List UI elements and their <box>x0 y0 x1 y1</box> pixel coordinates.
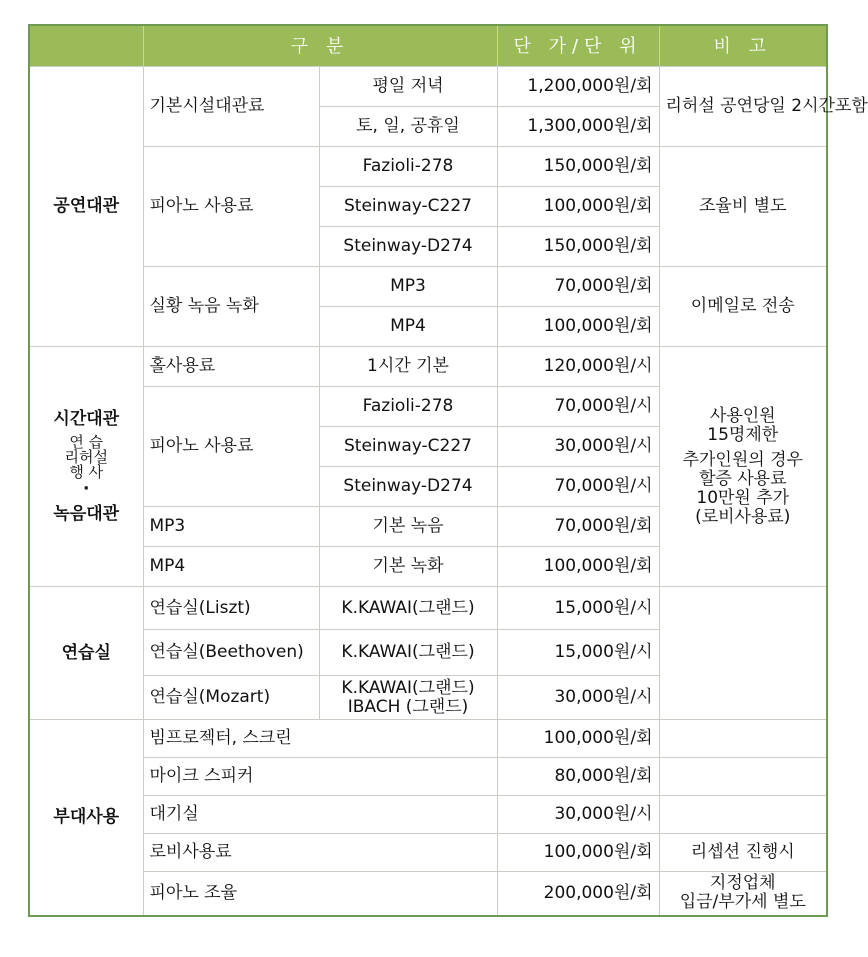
row-item: Steinway-D274 <box>319 467 497 507</box>
row-price: 120,000원/시 <box>497 347 659 387</box>
row-price: 1,300,000원/회 <box>497 107 659 147</box>
row-label: 실황 녹음 녹화 <box>143 267 319 347</box>
row-remark <box>659 758 827 796</box>
row-item: 토, 일, 공휴일 <box>319 107 497 147</box>
section-sub-line: 리허설 <box>64 447 108 466</box>
row-item-line: K.KAWAI(그랜드) <box>341 677 475 698</box>
table-row <box>29 872 827 916</box>
remark-line: 할증 사용료 <box>698 468 787 489</box>
row-item: Fazioli-278 <box>319 147 497 187</box>
row-label: 연습실(Beethoven) <box>143 630 319 676</box>
remark-line: 추가인원의 경우 <box>682 449 803 470</box>
row-item: Steinway-C227 <box>319 427 497 467</box>
table-row <box>29 834 827 872</box>
row-price: 100,000원/회 <box>497 720 659 758</box>
row-price: 100,000원/회 <box>497 187 659 227</box>
row-label: MP3 <box>143 507 319 547</box>
section-title-practice: 연습실 <box>29 587 143 720</box>
row-label: 피아노 사용료 <box>143 147 319 267</box>
remark-line: 지정업체 <box>709 873 776 894</box>
header-row <box>29 25 827 67</box>
header-price: 단 가/단 위 <box>497 25 659 67</box>
row-remark: 리셉션 진행시 <box>659 834 827 872</box>
row-price: 1,200,000원/회 <box>497 67 659 107</box>
table-row <box>29 267 827 307</box>
row-price: 150,000원/회 <box>497 227 659 267</box>
section-dot: · <box>83 478 90 499</box>
row-price: 80,000원/회 <box>497 758 659 796</box>
row-label: 대기실 <box>143 796 497 834</box>
row-item: 1시간 기본 <box>319 347 497 387</box>
row-remark: 이메일로 전송 <box>659 267 827 347</box>
row-item: Steinway-C227 <box>319 187 497 227</box>
table-row <box>29 67 827 107</box>
row-price: 100,000원/회 <box>497 547 659 587</box>
row-item: 기본 녹화 <box>319 547 497 587</box>
row-item: K.KAWAI(그랜드) <box>319 630 497 676</box>
row-item: MP4 <box>319 307 497 347</box>
row-item: Steinway-D274 <box>319 227 497 267</box>
section-title-bottom: 녹음대관 <box>53 503 120 524</box>
row-price: 100,000원/회 <box>497 307 659 347</box>
row-remark <box>659 796 827 834</box>
row-remark <box>659 720 827 758</box>
section-title-time <box>29 347 143 587</box>
remark-line: 10만원 추가 <box>696 487 790 508</box>
row-label: 기본시설대관료 <box>143 67 319 147</box>
section-title-perf: 공연대관 <box>29 67 143 347</box>
row-price: 15,000원/시 <box>497 630 659 676</box>
row-item: Fazioli-278 <box>319 387 497 427</box>
row-label: 빔프로젝터, 스크린 <box>143 720 497 758</box>
row-price: 100,000원/회 <box>497 834 659 872</box>
row-item: 평일 저녁 <box>319 67 497 107</box>
row-label: 홀사용료 <box>143 347 319 387</box>
remark-line: 사용인원 <box>709 405 776 426</box>
rental-fee-table <box>28 24 868 917</box>
table-row <box>29 147 827 187</box>
row-remark: 조율비 별도 <box>659 147 827 267</box>
remark-line: 입금/부가세 별도 <box>679 892 806 913</box>
row-price: 30,000원/시 <box>497 676 659 720</box>
remark-line: 15명제한 <box>707 424 779 445</box>
section-title-extra: 부대사용 <box>29 720 143 916</box>
row-remark <box>659 347 827 587</box>
table-row <box>29 720 827 758</box>
table-row <box>29 796 827 834</box>
row-label: 연습실(Mozart) <box>143 676 319 720</box>
section-title-top: 시간대관 <box>53 408 120 429</box>
row-item: 기본 녹음 <box>319 507 497 547</box>
row-label: 피아노 사용료 <box>143 387 319 507</box>
row-remark <box>659 872 827 916</box>
row-remark-empty <box>659 587 827 720</box>
table-row <box>29 347 827 387</box>
table-row <box>29 758 827 796</box>
section-sub-line: 행 사 <box>69 462 104 481</box>
header-blank <box>29 25 143 67</box>
header-remarks: 비 고 <box>659 25 827 67</box>
row-label: 피아노 조율 <box>143 872 497 916</box>
row-price: 30,000원/시 <box>497 796 659 834</box>
remark-line: (로비사용료) <box>695 506 791 527</box>
header-category: 구 분 <box>143 25 497 67</box>
row-price: 200,000원/회 <box>497 872 659 916</box>
row-label: MP4 <box>143 547 319 587</box>
row-price: 70,000원/회 <box>497 507 659 547</box>
row-price: 70,000원/시 <box>497 467 659 507</box>
row-price: 150,000원/회 <box>497 147 659 187</box>
row-price: 30,000원/시 <box>497 427 659 467</box>
row-label: 마이크 스피커 <box>143 758 497 796</box>
row-label: 연습실(Liszt) <box>143 587 319 630</box>
row-item: MP3 <box>319 267 497 307</box>
row-remark: 리허설 공연당일 2시간포함 <box>659 67 827 147</box>
table-row <box>29 587 827 630</box>
row-price: 15,000원/시 <box>497 587 659 630</box>
row-item-line: IBACH (그랜드) <box>347 696 469 717</box>
row-price: 70,000원/시 <box>497 387 659 427</box>
row-item: K.KAWAI(그랜드) <box>319 587 497 630</box>
row-price: 70,000원/회 <box>497 267 659 307</box>
row-label: 로비사용료 <box>143 834 497 872</box>
row-item <box>319 676 497 720</box>
section-sub-line: 연 습 <box>69 432 104 451</box>
